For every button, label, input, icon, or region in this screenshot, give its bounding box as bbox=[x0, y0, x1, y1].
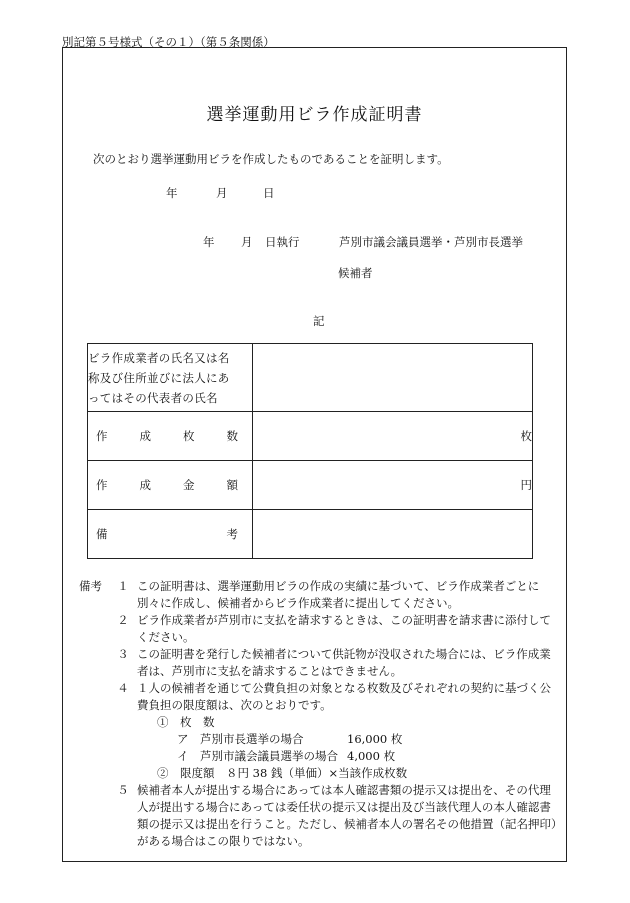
notes-section bbox=[79, 578, 561, 850]
amount-value-cell[interactable] bbox=[253, 461, 533, 510]
ki-marker: 記 bbox=[313, 314, 325, 328]
note-item bbox=[113, 612, 561, 646]
count-unit: 枚 bbox=[520, 429, 532, 443]
limit-council-row bbox=[137, 748, 561, 765]
count-value-cell[interactable] bbox=[253, 412, 533, 461]
note-item bbox=[113, 578, 561, 612]
limit-council-label: イ 芦別市議会議員選挙の場合 bbox=[177, 749, 338, 763]
note-number: ２ bbox=[117, 613, 129, 627]
document-title: 選挙運動用ビラ作成証明書 bbox=[206, 105, 423, 125]
count-label-char: 数 bbox=[226, 429, 238, 443]
remarks-value-cell[interactable] bbox=[253, 510, 533, 559]
notes-heading: 備考 bbox=[79, 579, 102, 593]
limit-mayor-row bbox=[137, 731, 561, 748]
table-row bbox=[88, 344, 533, 412]
note-text: １人の候補者を通じて公費負担の対象となる枚数及びそれぞれの契約に基づく公費負担の限度額は、次のとおりです。 bbox=[137, 681, 551, 712]
count-label-char: 作 bbox=[96, 429, 108, 443]
count-label-char: 成 bbox=[139, 429, 151, 443]
note-text: この証明書を発行した候補者について供託物が没収された場合には、ビラ作成業者は、芦別市に支払を請求することはできません。 bbox=[137, 647, 551, 678]
note-text: 候補者本人が提出する場合にあっては本人確認書類の提示又は提出を、その代理人が提出する場合にあっては委任状の提示又は提出及び当該代理人の本人確認書類の提示又は提出を行うこと。ただし、候補者本人の署名その他措置（記名押印）がある場合はこの限りではない。 bbox=[137, 783, 557, 848]
note-number: ５ bbox=[117, 783, 129, 797]
intro-statement: 次のとおり選挙運動用ビラを作成したものであることを証明します。 bbox=[93, 152, 449, 166]
date-year: 年 bbox=[166, 186, 178, 200]
amount-label-char: 金 bbox=[183, 478, 195, 492]
table-row bbox=[88, 510, 533, 559]
election-month: 月 bbox=[241, 235, 253, 249]
limit-mayor-value: 16,000 枚 bbox=[347, 732, 403, 746]
note-text: この証明書は、選挙運動用ビラの作成の実績に基づいて、ビラ作成業者ごとに別々に作成し、候補者からビラ作成業者に提出してください。 bbox=[137, 579, 540, 610]
count-label bbox=[88, 412, 253, 461]
table-row bbox=[88, 412, 533, 461]
remarks-label-char: 備 bbox=[96, 527, 108, 541]
amount-unit: 円 bbox=[520, 478, 532, 492]
limit-mayor-label: ア 芦別市長選挙の場合 bbox=[177, 732, 304, 746]
candidate-label: 候補者 bbox=[338, 266, 373, 280]
vendor-label-line: ってはその代表者の氏名 bbox=[88, 390, 218, 405]
certificate-table bbox=[87, 343, 533, 559]
note-text: ビラ作成業者が芦別市に支払を請求するときは、この証明書を請求書に添付してください。 bbox=[137, 613, 551, 644]
limit-amount: ② 限度額 ８円 38 銭（単価）×当該作成枚数 bbox=[157, 766, 408, 780]
note-item bbox=[113, 646, 561, 680]
note-number: １ bbox=[117, 579, 129, 593]
date-day: 日 bbox=[263, 186, 275, 200]
certificate-frame bbox=[62, 47, 567, 862]
amount-label-char: 額 bbox=[226, 478, 238, 492]
note-item bbox=[113, 680, 561, 782]
vendor-value-cell[interactable] bbox=[253, 344, 533, 412]
limit-count-heading: ① 枚 数 bbox=[157, 715, 215, 729]
amount-label-char: 作 bbox=[96, 478, 108, 492]
vendor-label-line: ビラ作成業者の氏名又は名 bbox=[88, 350, 230, 365]
remarks-label-char: 考 bbox=[226, 527, 238, 541]
form-reference: 別記第５号様式（その１）（第５条関係） bbox=[62, 35, 275, 49]
note-number: ３ bbox=[117, 647, 129, 661]
note-item bbox=[113, 782, 561, 850]
amount-label bbox=[88, 461, 253, 510]
amount-label-char: 成 bbox=[139, 478, 151, 492]
count-label-char: 枚 bbox=[183, 429, 195, 443]
election-name: 芦別市議会議員選挙・芦別市長選挙 bbox=[339, 235, 523, 249]
vendor-label-line: 称及び住所並びに法人にあ bbox=[88, 370, 230, 385]
date-month: 月 bbox=[216, 186, 228, 200]
election-day-exec: 日執行 bbox=[265, 235, 300, 249]
remarks-label bbox=[88, 510, 253, 559]
election-year: 年 bbox=[203, 235, 215, 249]
vendor-label bbox=[88, 344, 253, 412]
table-row bbox=[88, 461, 533, 510]
note-number: ４ bbox=[117, 681, 129, 695]
limit-council-value: 4,000 枚 bbox=[347, 749, 396, 763]
